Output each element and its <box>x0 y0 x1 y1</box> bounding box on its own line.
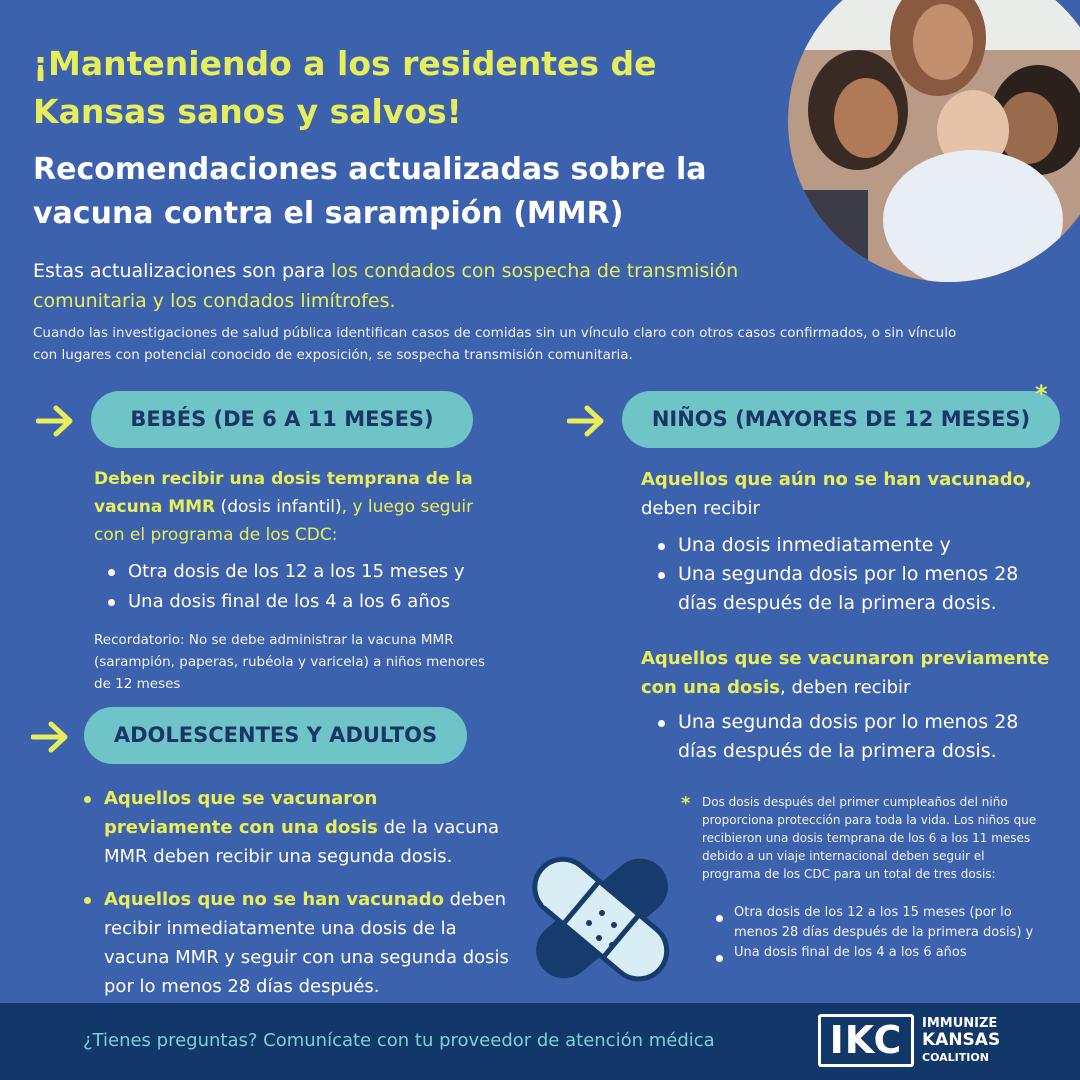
babies-text-yellow: , y luego seguir con el programa de los CDC: <box>94 497 474 545</box>
heart-bandage-icon <box>524 853 679 983</box>
logo-letters: IKC <box>821 1017 911 1064</box>
list-item: Una segunda dosis por lo menos 28 días después de la primera dosis. <box>646 560 1046 618</box>
family-photo <box>788 0 1080 282</box>
page-title: ¡Manteniendo a los residentes de Kansas sanos y salvos! <box>33 44 657 131</box>
logo-line-immunize: IMMUNIZE <box>922 1016 998 1031</box>
intro-note: Cuando las investigaciones de salud pública identifican casos de comidas sin un vínculo claro con otros casos confirmados, o sin vínculo con lugares con potencial conocido de exposición, se sospecha transmisión comunitaria. <box>33 325 957 363</box>
asterisk-icon: * <box>681 793 691 814</box>
adults-item2-plain: deben recibir inmediatamente una dosis de la vacuna MMR y seguir con una segunda dosis por lo menos 28 días después. <box>104 889 509 997</box>
intro-text <box>33 256 853 316</box>
adults-item1-plain: de la vacuna MMR deben recibir una segunda dosis. <box>104 817 500 867</box>
list-item: Otra dosis de los 12 a los 15 meses (por lo menos 28 días después de la primera dosis) y <box>704 903 1039 943</box>
arrow-right-icon <box>567 404 605 438</box>
children-group1 <box>641 465 1061 523</box>
footer-question: ¿Tienes preguntas? Comunícate con tu proveedor de atención médica <box>83 1030 715 1051</box>
list-item: Una dosis final de los 4 a los 6 años <box>704 943 1039 963</box>
children-group2 <box>641 644 1061 702</box>
intro-lead: Estas actualizaciones son para <box>33 260 332 282</box>
footnote-text: Dos dosis después del primer cumpleaños del niño proporciona protección para toda la vida. Los niños que recibieron una dosis temprana de los 6 a los 11 meses debido a un viaje internacional deben seguir el programa de los CDC para un total de tres dosis: <box>702 795 1037 881</box>
children-group2-bullets <box>646 708 1046 766</box>
arrow-right-icon <box>31 720 69 754</box>
list-item: Una segunda dosis por lo menos 28 días después de la primera dosis. <box>646 708 1046 766</box>
babies-text <box>94 465 494 549</box>
babies-reminder: Recordatorio: No se debe administrar la vacuna MMR (sarampión, paperas, rubéola y varicela) a niños menores de 12 meses <box>94 632 486 692</box>
adults-list <box>72 784 512 1001</box>
logo-line-coalition: COALITION <box>922 1051 989 1064</box>
children-group1-plain: deben recibir <box>641 498 760 519</box>
children-group1-bold: Aquellos que aún no se han vacunado, <box>641 469 1032 490</box>
page-subtitle: Recomendaciones actualizadas sobre la vacuna contra el sarampión (MMR) <box>33 152 707 231</box>
babies-heading: BEBÉS (DE 6 A 11 MESES) <box>91 391 473 448</box>
logo-line-kansas: KANSAS <box>922 1030 1001 1050</box>
intro-highlight: los condados con sospecha de transmisión comunitaria y los condados limítrofes. <box>33 260 739 312</box>
adults-heading: ADOLESCENTES Y ADULTOS <box>84 707 467 764</box>
children-group1-bullets <box>646 531 1046 618</box>
list-item <box>72 885 512 1001</box>
adults-item1-bold: Aquellos que se vacunaron previamente con una dosis <box>104 788 378 838</box>
children-group2-bold: Aquellos que se vacunaron previamente con una dosis <box>641 648 1050 698</box>
arrow-right-icon <box>36 404 74 438</box>
footnote-bullets <box>704 903 1039 963</box>
list-item <box>72 784 512 871</box>
children-group2-plain: , deben recibir <box>780 677 911 698</box>
children-heading: NIÑOS (MAYORES DE 12 MESES) <box>622 391 1060 448</box>
babies-text-plain: (dosis infantil) <box>215 497 342 517</box>
ikc-logo <box>818 1014 914 1067</box>
asterisk-icon: * <box>1035 380 1048 408</box>
list-item: Una dosis inmediatamente y <box>646 531 1046 560</box>
logo-text <box>922 1015 1000 1066</box>
babies-text-bold: Deben recibir una dosis temprana de la vacuna MMR <box>94 469 473 517</box>
list-item: Otra dosis de los 12 a los 15 meses y <box>96 557 496 587</box>
list-item: Una dosis final de los 4 a los 6 años <box>96 587 496 617</box>
adults-item2-bold: Aquellos que no se han vacunado <box>104 889 444 910</box>
babies-bullets <box>96 557 496 617</box>
